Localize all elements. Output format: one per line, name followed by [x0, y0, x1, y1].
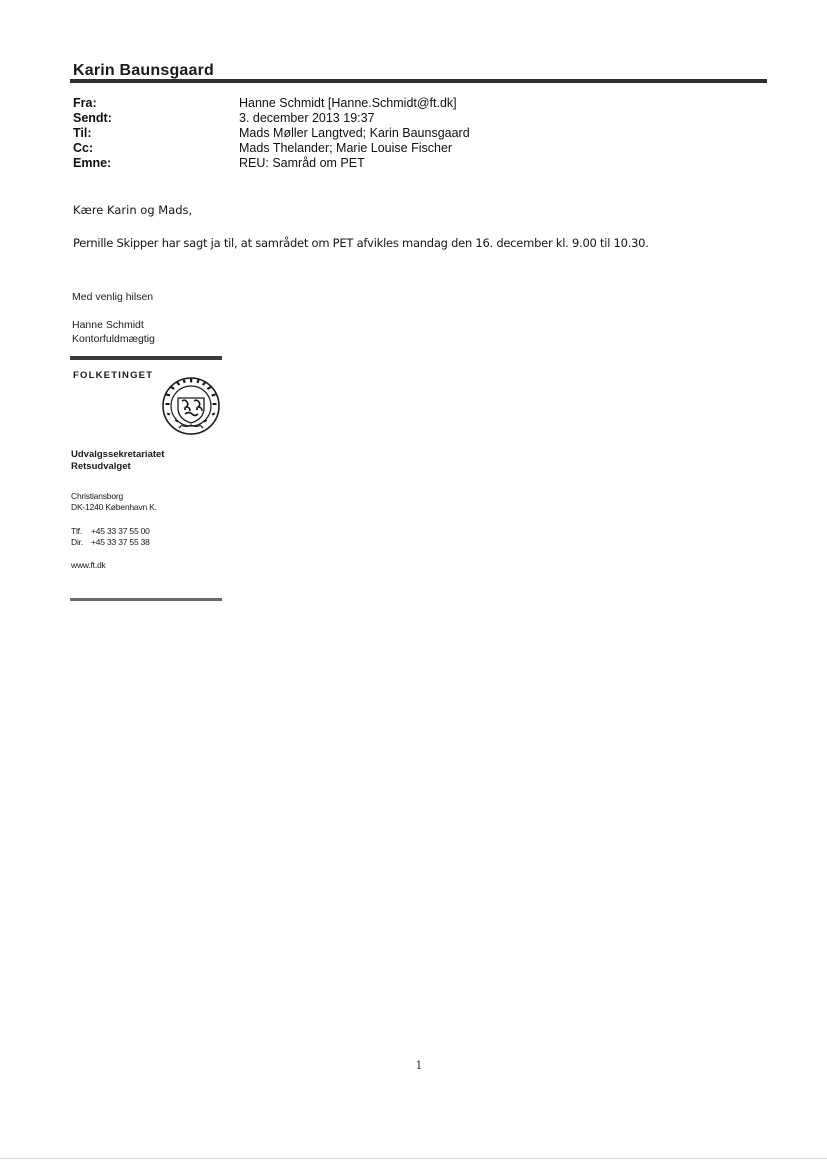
- signature-name: Hanne Schmidt: [72, 319, 144, 331]
- phone-label: Tlf.: [71, 526, 83, 536]
- header-label: Cc:: [73, 141, 94, 155]
- direct-phone-line: [71, 537, 150, 547]
- address-line: Christiansborg: [71, 491, 124, 501]
- header-label: Emne:: [73, 156, 112, 170]
- to-value: Mads Møller Langtved; Karin Baunsgaard: [239, 126, 470, 140]
- mailbox-owner-name: Karin Baunsgaard: [73, 62, 215, 79]
- direct-label: Dir.: [71, 537, 83, 547]
- folketinget-seal-icon: [161, 376, 221, 436]
- cc-value: Mads Thelander; Marie Louise Fischer: [239, 141, 453, 155]
- address-line: DK-1240 København K.: [71, 502, 157, 512]
- signature-divider-top: [70, 356, 222, 360]
- committee-name: Retsudvalget: [71, 461, 131, 472]
- header-label: Fra:: [73, 96, 97, 110]
- phone-line: [71, 526, 150, 536]
- email-message: Pernille Skipper har sagt ja til, at samrådet om PET afvikles mandag den 16. december kl. 9.00 til 10.30.: [73, 236, 649, 250]
- organization-name: FOLKETINGET: [73, 370, 154, 381]
- email-greeting: Kære Karin og Mads,: [73, 203, 193, 217]
- sent-value: 3. december 2013 19:37: [239, 111, 375, 125]
- from-value: Hanne Schmidt [Hanne.Schmidt@ft.dk]: [239, 96, 457, 110]
- signature-divider-bottom: [70, 598, 222, 601]
- scan-edge-line: [0, 1158, 827, 1159]
- phone-number: +45 33 37 55 00: [91, 526, 150, 536]
- department-name: Udvalgssekretariatet: [71, 449, 165, 460]
- page-number: 1: [415, 1059, 423, 1072]
- subject-value: REU: Samråd om PET: [239, 156, 365, 170]
- signature-title: Kontorfuldmægtig: [72, 333, 155, 345]
- header-divider: [70, 79, 767, 83]
- signature-closing: Med venlig hilsen: [72, 291, 154, 303]
- website-link: www.ft.dk: [71, 560, 106, 570]
- direct-phone-number: +45 33 37 55 38: [91, 537, 150, 547]
- header-label: Til:: [73, 126, 92, 140]
- header-label: Sendt:: [73, 111, 112, 125]
